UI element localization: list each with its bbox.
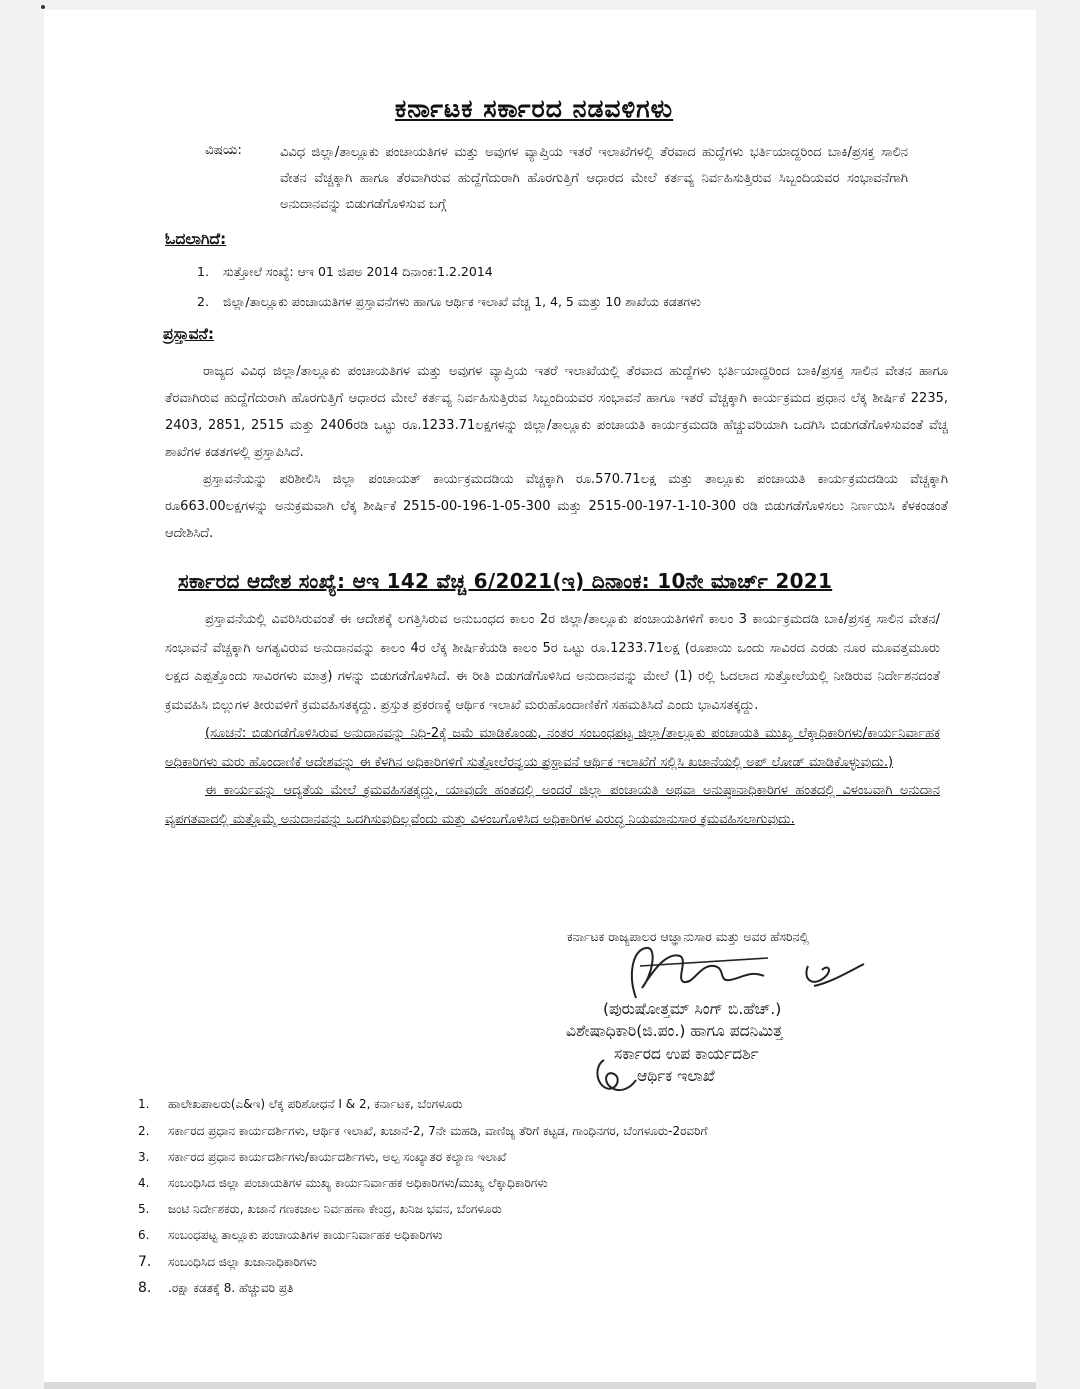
preamble-paragraph-1: ರಾಜ್ಯದ ವಿವಿಧ ಜಿಲ್ಲಾ/ತಾಲ್ಲೂಕು ಪಂಚಾಯತಿಗಳ ಮತ್ತು ಅವುಗಳ ವ್ಯಾಪ್ತಿಯ ಇತರೆ ಇಲಾಖೆಯಲ್ಲಿ ತೆರವಾದ ಹುದ್ದೆಗಳು ಭರ್ತಿಯಾದ್ದರಿಂದ ಬಾಕಿ/ಪ್ರಸಕ್ತ ಸಾಲಿನ ವೇತನ ಹಾಗೂ ತೆರವಾಗಿರುವ ಹುದ್ದೆಗೆದುರಾಗಿ ಹೊರಗುತ್ತಿಗೆ ಆಧಾರದ ಮೇಲೆ ಕರ್ತವ್ಯ ನಿರ್ವಹಿಸುತ್ತಿರುವ ಸಿಬ್ಬಂದಿಯವರ ಸಂಭಾವನೆ ಹಾಗೂ ಇತರೆ ವೆಚ್ಚಕ್ಕಾಗಿ ಕಾರ್ಯಕ್ರಮದ ಪ್ರಧಾನ ಲೆಕ್ಕ ಶೀರ್ಷಿಕೆ 2235, 2403, 2851, 2515 ಮತ್ತು 2406ರಡಿ ಒಟ್ಟು ರೂ.1233.71ಲಕ್ಷಗಳನ್ನು ಜಿಲ್ಲಾ/ತಾಲ್ಲೂಕು ಪಂಚಾಯತಿ ಕಾರ್ಯಕ್ರಮದಡಿ ಹೆಚ್ಚುವರಿಯಾಗಿ ಒದಗಿಸಿ ಬಿಡುಗಡೆಗೊಳಿಸುವಂತೆ ವೆಚ್ಚ ಶಾಖೆಗಳ ಕಡತಗಳಲ್ಲಿ ಪ್ರಸ್ತಾಪಿಸಿದೆ. xyxy=(165,364,948,460)
reference-text: ಸುತ್ತೋಲೆ ಸಂಖ್ಯೆ: ಆಇ 01 ಜಿಪಅ 2014 ದಿನಾಂಕ:1.2.2014 xyxy=(222,264,493,279)
preamble-paragraph-2: ಪ್ರಸ್ತಾವನೆಯನ್ನು ಪರಿಶೀಲಿಸಿ ಜಿಲ್ಲಾ ಪಂಚಾಯತ್ ಕಾರ್ಯಕ್ರಮದಡಿಯ ವೆಚ್ಚಕ್ಕಾಗಿ ರೂ.570.71ಲಕ್ಷ ಮತ್ತು ತಾಲ್ಲೂಕು ಪಂಚಾಯತಿ ಕಾರ್ಯಕ್ರಮದಡಿಯ ವೆಚ್ಚಕ್ಕಾಗಿ ರೂ663.00ಲಕ್ಷಗಳನ್ನು ಅನುಕ್ರಮವಾಗಿ ಲೆಕ್ಕ ಶೀರ್ಷಿಕೆ 2515-00-196-1-05-300 ಮತ್ತು 2515-00-197-1-10-300 ರಡಿ ಬಿಡುಗಡೆಗೊಳಿಸಲು ನಿರ್ಣಯಿಸಿ ಕೆಳಕಂಡಂತೆ ಆದೇಶಿಸಿದೆ. xyxy=(165,472,948,541)
copy-number: 8. xyxy=(138,1280,152,1296)
scan-speck xyxy=(41,5,45,9)
reference-item xyxy=(197,294,701,310)
initials-scribble xyxy=(592,1054,642,1096)
copy-text: ಸಂಬಂಧಿಸಿದ ಜಿಲ್ಲಾ ಖಜಾನಾಧಿಕಾರಿಗಳು xyxy=(168,1255,317,1269)
copy-text: ಸರ್ಕಾರದ ಪ್ರಧಾನ ಕಾರ್ಯದರ್ಶಿಗಳು/ಕಾರ್ಯದರ್ಶಿಗಳು, ಅಲ್ಪ ಸಂಖ್ಯಾತರ ಕಲ್ಯಾಣ ಇಲಾಖೆ xyxy=(168,1150,507,1164)
references-heading: ಓದಲಾಗಿದೆ: xyxy=(165,230,227,248)
order-paragraph-1: ಪ್ರಸ್ತಾವನೆಯಲ್ಲಿ ವಿವರಿಸಿರುವಂತೆ ಈ ಆದೇಶಕ್ಕೆ ಲಗತ್ತಿಸಿರುವ ಅನುಬಂಧದ ಕಾಲಂ 2ರ ಜಿಲ್ಲಾ/ತಾಲ್ಲೂಕು ಪಂಚಾಯತಿಗಳಿಗೆ ಕಾಲಂ 3 ಕಾರ್ಯಕ್ರಮದಡಿ ಬಾಕಿ/ಪ್ರಸಕ್ತ ಸಾಲಿನ ವೇತನ/ಸಂಭಾವನೆ ವೆಚ್ಚಕ್ಕಾಗಿ ಅಗತ್ಯವಿರುವ ಅನುದಾನವನ್ನು ಕಾಲಂ 4ರ ಲೆಕ್ಕ ಶೀರ್ಷಿಕೆಯಡಿ ಕಾಲಂ 5ರ ಒಟ್ಟು ರೂ.1233.71ಲಕ್ಷ (ರೂಪಾಯಿ ಒಂದು ಸಾವಿರದ ಎರಡು ನೂರ ಮೂವತ್ತಮೂರು ಲಕ್ಷದ ಎಪ್ಪತ್ತೊಂದು ಸಾವಿರಗಳು ಮಾತ್ರ) ಗಳನ್ನು ಬಿಡುಗಡೆಗೊಳಿಸಿದೆ. ಈ ರೀತಿ ಬಿಡುಗಡೆಗೊಳಿಸಿದ ಅನುದಾನವನ್ನು ಮೇಲೆ (1) ರಲ್ಲಿ ಓದಲಾದ ಸುತ್ತೋಲೆಯಲ್ಲಿ ನೀಡಿರುವ ನಿರ್ದೇಶನದಂತೆ ಕ್ರಮವಹಿಸಿ ಬಿಲ್ಲುಗಳ ತೀರುವಳಿಗೆ ಕ್ರಮವಹಿಸತಕ್ಕದ್ದು. ಪ್ರಸ್ತುತ ಪ್ರಕರಣಕ್ಕೆ ಆರ್ಥಿಕ ಇಲಾಖೆ ಮರುಹೊಂದಾಣಿಕೆಗೆ ಸಹಮತಿಸಿದೆ ಎಂದು ಭಾವಿಸತಕ್ಕದ್ದು. xyxy=(165,612,940,713)
copy-text: ಜಂಟಿ ನಿರ್ದೇಶಕರು, ಖಜಾನೆ ಗಣಕಜಾಲ ನಿರ್ವಹಣಾ ಕೇಂದ್ರ, ಖನಿಜ ಭವನ, ಬೆಂಗಳೂರು xyxy=(168,1202,502,1216)
copy-number: 7. xyxy=(138,1254,152,1270)
copy-text: ಸಂಬಂಧಿಸಿದ ಜಿಲ್ಲಾ ಪಂಚಾಯತಿಗಳ ಮುಖ್ಯ ಕಾರ್ಯನಿರ್ವಾಹಕ ಅಧಿಕಾರಿಗಳು/ಮುಖ್ಯ ಲೆಕ್ಕಾಧಿಕಾರಿಗಳು xyxy=(168,1176,548,1190)
copy-text: ಸರ್ಕಾರದ ಪ್ರಧಾನ ಕಾರ್ಯದರ್ಶಿಗಳು, ಆರ್ಥಿಕ ಇಲಾಖೆ, ಖಜಾನೆ-2, 7ನೇ ಮಹಡಿ, ವಾಣಿಜ್ಯ ತೆರಿಗೆ ಕಟ್ಟಡ, ಗಾಂಧಿನಗರ, ಬೆಂಗಳೂರು-2ರವರಿಗೆ xyxy=(168,1124,708,1138)
order-paragraph-2: ಈ ಕಾರ್ಯವನ್ನು ಆದ್ಯತೆಯ ಮೇಲೆ ಕ್ರಮವಹಿಸತಕ್ಕದ್ದು, ಯಾವುದೇ ಹಂತದಲ್ಲಿ ಅಂದರೆ ಜಿಲ್ಲಾ ಪಂಚಾಯತಿ ಅಥವಾ ಅನುಷ್ಠಾನಾಧಿಕಾರಿಗಳ ಹಂತದಲ್ಲಿ ವಿಳಂಬವಾಗಿ ಅನುದಾನ ವ್ಯಪಗತವಾದಲ್ಲಿ ಮತ್ತೊಮ್ಮೆ ಅನುದಾನವನ್ನು ಒದಗಿಸುವುದಿಲ್ಲವೆಂದು ಮತ್ತು ವಿಳಂಬಗೊಳಿಸಿದ ಅಧಿಕಾರಿಗಳ ವಿರುದ್ಧ ನಿಯಮಾನುಸಾರ ಕ್ರಮವಹಿಸಲಾಗುವುದು. xyxy=(165,783,940,827)
signer-designation-2: ಸರ್ಕಾರದ ಉಪ ಕಾರ್ಯದರ್ಶಿ xyxy=(614,1045,759,1063)
copy-number: 2. xyxy=(138,1124,150,1138)
order-heading: ಸರ್ಕಾರದ ಆದೇಶ ಸಂಖ್ಯೆ: ಆಇ 142 ವೆಚ್ಚ 6/2021(ಇ) ದಿನಾಂಕ: 10ನೇ ಮಾರ್ಚ್ 2021 xyxy=(178,569,833,593)
copy-number: 4. xyxy=(138,1176,150,1190)
signer-department: ಆರ್ಥಿಕ ಇಲಾಖೆ xyxy=(637,1067,715,1085)
copy-item xyxy=(138,1150,506,1165)
signer-name: (ಪುರುಷೋತ್ತಮ್ ಸಿಂಗ್ ಬಿ.ಹೆಚ್.) xyxy=(603,1000,782,1018)
copy-text: ಸಂಬಂಧಪಟ್ಟ ತಾಲ್ಲೂಕು ಪಂಚಾಯತಿಗಳ ಕಾರ್ಯನಿರ್ವಾಹಕ ಅಧಿಕಾರಿಗಳು xyxy=(168,1228,443,1242)
copy-item xyxy=(138,1228,443,1243)
subject-text: ವಿವಿಧ ಜಿಲ್ಲಾ/ತಾಲ್ಲೂಕು ಪಂಚಾಯತಿಗಳ ಮತ್ತು ಅವುಗಳ ವ್ಯಾಪ್ತಿಯ ಇತರೆ ಇಲಾಖೆಗಳಲ್ಲಿ ತೆರವಾದ ಹುದ್ದೆಗಳು ಭರ್ತಿಯಾದ್ದರಿಂದ ಬಾಕಿ/ಪ್ರಸಕ್ತ ಸಾಲಿನ ವೇತನ ವೆಚ್ಚಕ್ಕಾಗಿ ಹಾಗೂ ತೆರವಾಗಿರುವ ಹುದ್ದೆಗೆದುರಾಗಿ ಹೊರಗುತ್ತಿಗೆ ಆಧಾರದ ಮೇಲೆ ಕರ್ತವ್ಯ ನಿರ್ವಹಿಸುತ್ತಿರುವ ಸಿಬ್ಬಂದಿಯವರ ಸಂಭಾವನೆಗಾಗಿ ಅನುದಾನವನ್ನು ಬಿಡುಗಡೆಗೊಳಿಸುವ ಬಗ್ಗೆ xyxy=(280,145,908,212)
reference-number: 1. xyxy=(197,264,209,279)
copy-item xyxy=(138,1280,293,1296)
reference-number: 2. xyxy=(197,294,209,309)
copy-text: ಹಾಲೇಖಪಾಲರು(ಎ&ಇ) ಲೆಕ್ಕ ಪರಿಶೋಧನೆ I & 2, ಕರ್ನಾಟಕ, ಬೆಂಗಳೂರು xyxy=(168,1097,463,1111)
copy-number: 5. xyxy=(138,1202,150,1216)
page-edge xyxy=(44,1382,1036,1389)
subject-label: ವಿಷಯ: xyxy=(205,142,242,158)
preamble-heading: ಪ್ರಸ್ತಾವನೆ: xyxy=(163,325,215,343)
copy-item xyxy=(138,1124,707,1139)
reference-item xyxy=(197,264,493,280)
by-order-line: ಕರ್ನಾಟಕ ರಾಜ್ಯಪಾಲರ ಆಜ್ಞಾನುಸಾರ ಮತ್ತು ಅವರ ಹೆಸರಿನಲ್ಲಿ xyxy=(567,929,810,944)
signature-scribble xyxy=(618,936,868,1006)
reference-text: ಜಿಲ್ಲಾ/ತಾಲ್ಲೂಕು ಪಂಚಾಯತಿಗಳ ಪ್ರಸ್ತಾವನೆಗಳು ಹಾಗೂ ಆರ್ಥಿಕ ಇಲಾಖೆ ವೆಚ್ಚ 1, 4, 5 ಮತ್ತು 10 ಶಾಖೆಯ ಕಡತಗಳು xyxy=(222,294,701,309)
document-title: ಕರ್ನಾಟಕ ಸರ್ಕಾರದ ನಡವಳಿಗಳು xyxy=(395,94,674,123)
copy-number: 3. xyxy=(138,1150,150,1164)
order-body xyxy=(165,606,940,834)
copy-number: 1. xyxy=(138,1097,150,1111)
order-note: (ಸೂಚನೆ: ಬಿಡುಗಡೆಗೊಳಿಸಿರುವ ಅನುದಾನವನ್ನು ನಿಧಿ-2ಕ್ಕೆ ಜಮೆ ಮಾಡಿಕೊಂಡು, ನಂತರ ಸಂಬಂಧಪಟ್ಟ ಜಿಲ್ಲಾ/ತಾಲ್ಲೂಕು ಪಂಚಾಯತಿ ಮುಖ್ಯ ಲೆಕ್ಕಾಧಿಕಾರಿಗಳು/ಕಾರ್ಯನಿರ್ವಾಹಕ ಅಧಿಕಾರಿಗಳು ಮರು ಹೊಂದಾಣಿಕೆ ಆದೇಶವನ್ನು ಈ ಕೆಳಗಿನ ಅಧಿಕಾರಿಗಳಿಗೆ ಸುತ್ತೋಲೆರನ್ವಯ ಪ್ರಸ್ತಾವನೆ ಆರ್ಥಿಕ ಇಲಾಖೆಗೆ ಸಲ್ಲಿಸಿ ಖಜಾನೆಯಲ್ಲಿ ಅಪ್ ಲೋಡ್ ಮಾಡಿಕೊಳ್ಳುವುದು.) xyxy=(165,726,940,770)
copy-text: .ರಕ್ಷಾ ಕಡತಕ್ಕೆ 8. ಹೆಚ್ಚುವರಿ ಪ್ರತಿ xyxy=(168,1281,294,1295)
copy-item xyxy=(138,1254,317,1270)
copy-item xyxy=(138,1097,462,1112)
copy-item xyxy=(138,1202,502,1217)
copy-number: 6. xyxy=(138,1228,150,1242)
signer-designation: ವಿಶೇಷಾಧಿಕಾರಿ(ಜಿ.ಪಂ.) ಹಾಗೂ ಪದನಿಮಿತ್ತ xyxy=(566,1022,783,1040)
copy-item xyxy=(138,1176,548,1191)
preamble-body xyxy=(165,358,948,547)
